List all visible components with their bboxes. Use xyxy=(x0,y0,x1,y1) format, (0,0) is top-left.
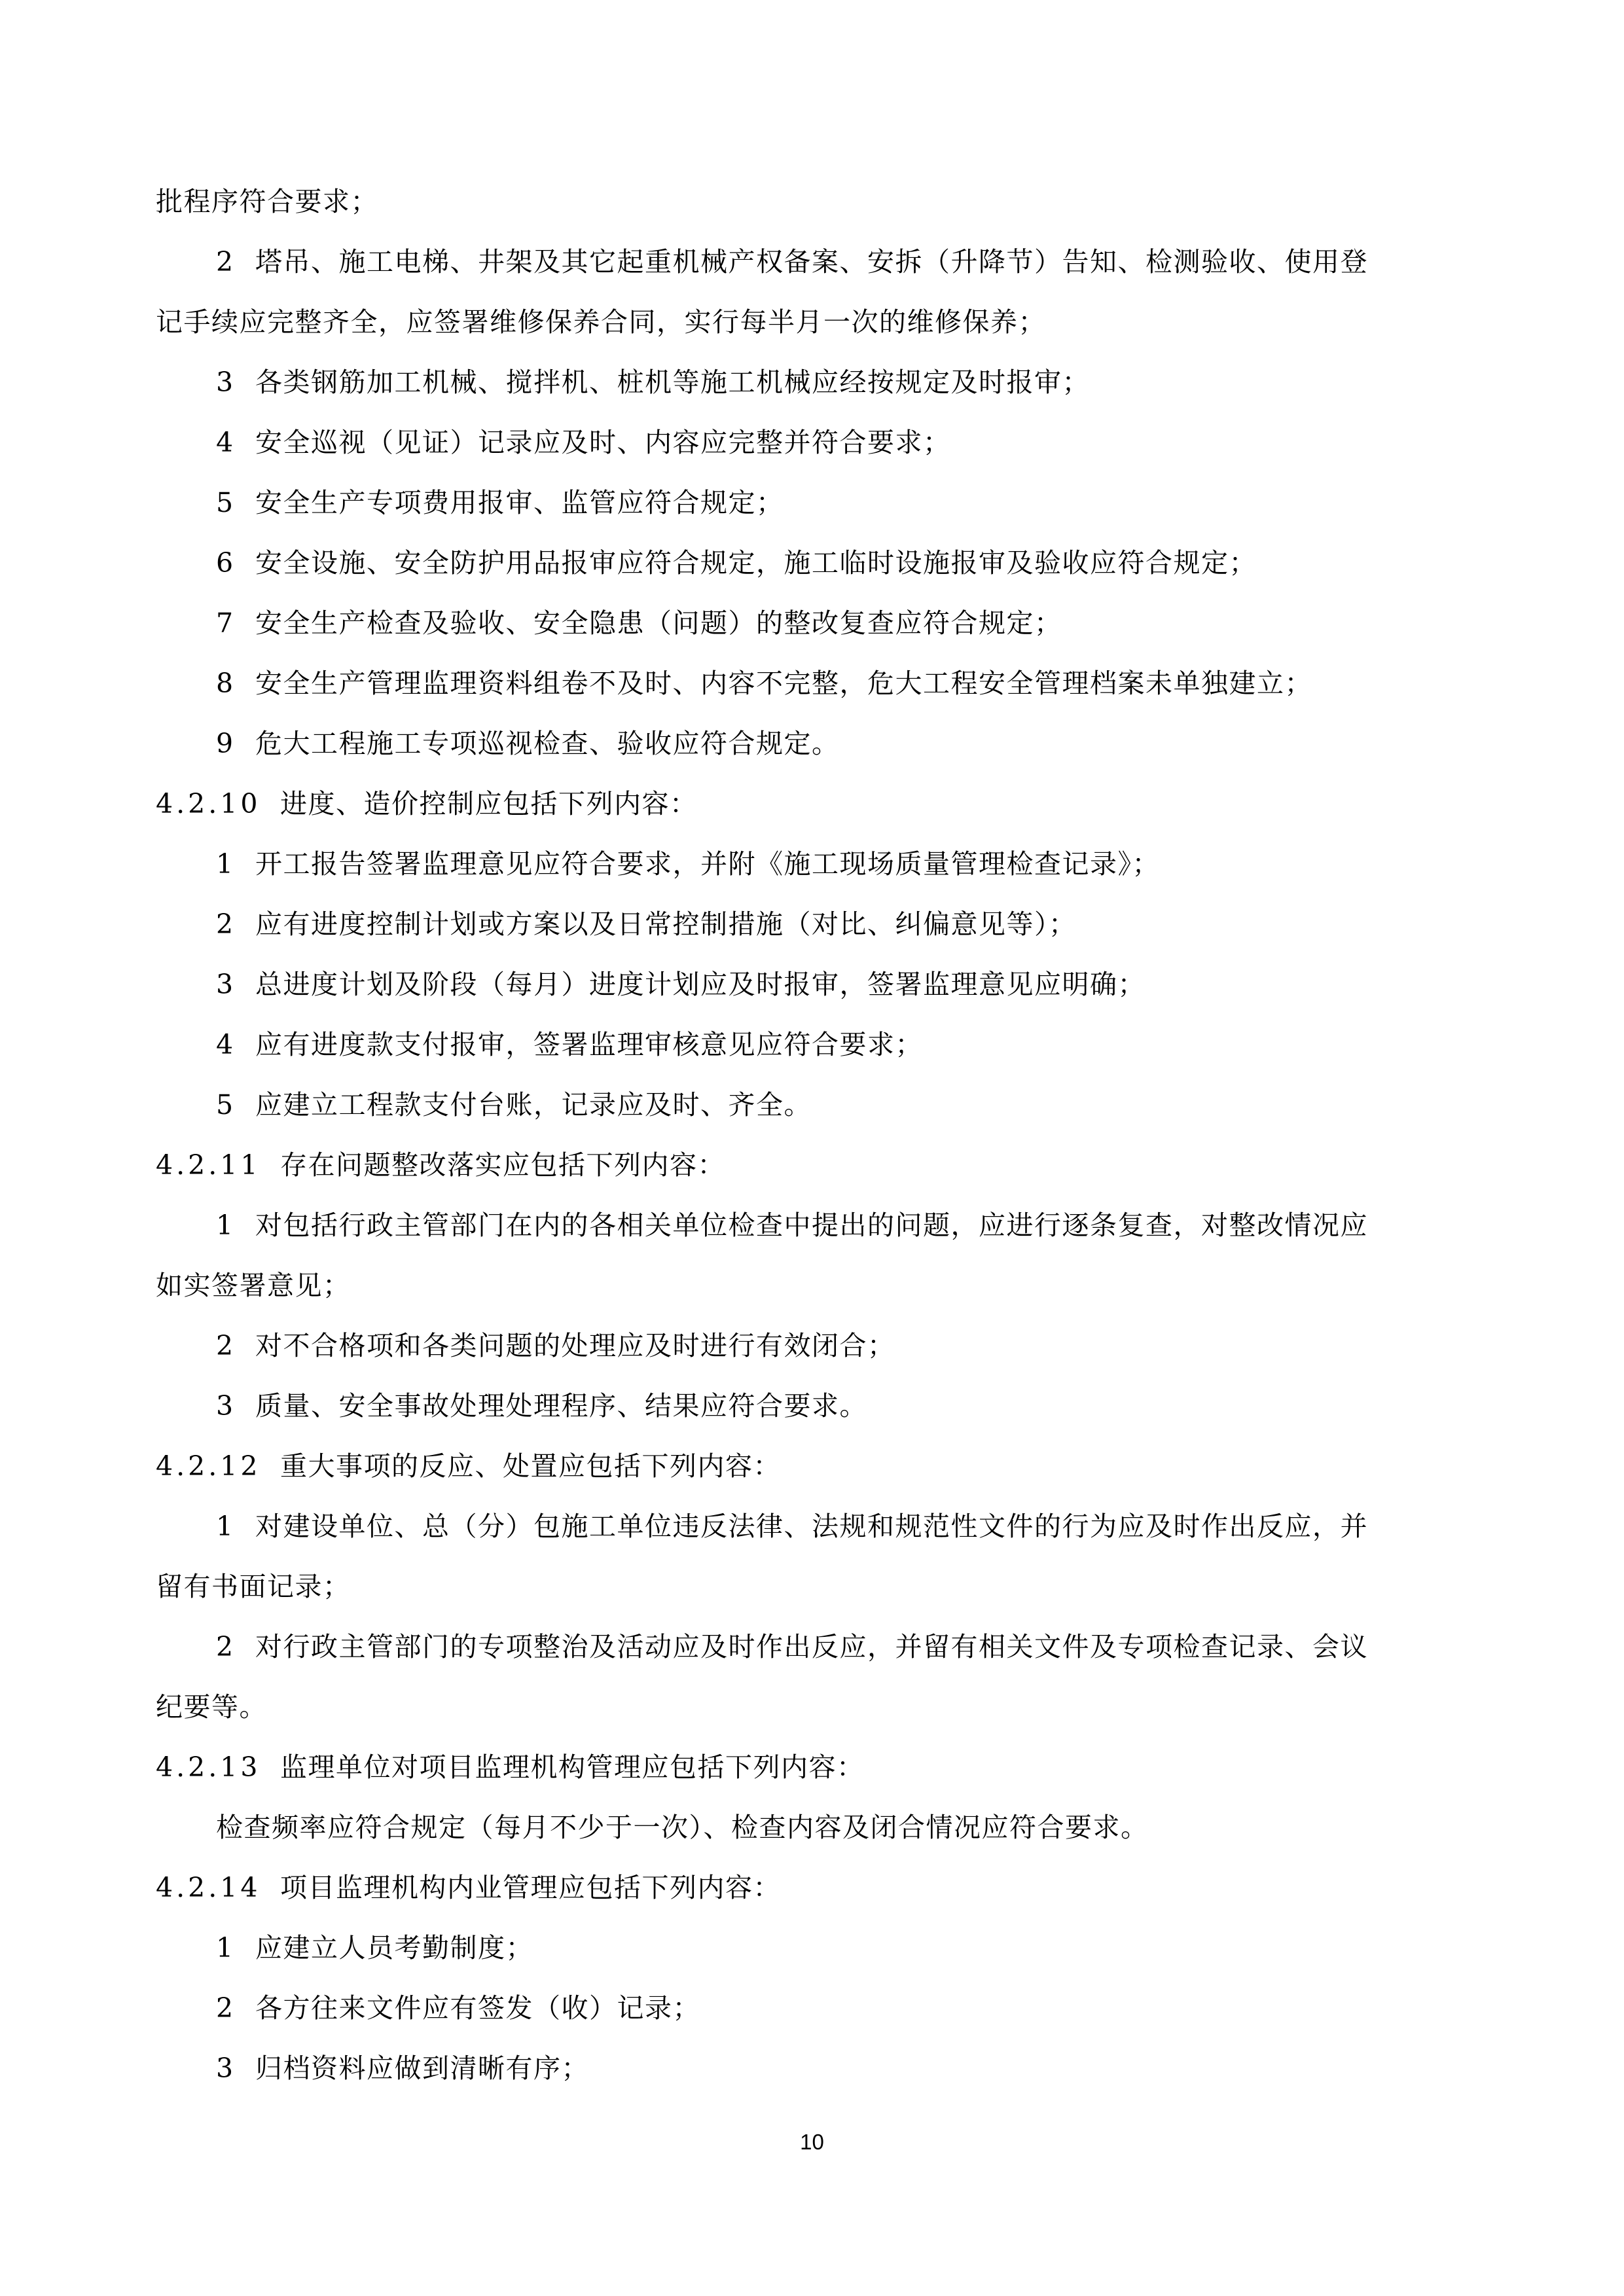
list-item xyxy=(156,412,1468,473)
list-item xyxy=(156,713,1468,774)
list-item xyxy=(156,1376,1468,1436)
list-item xyxy=(156,1014,1468,1075)
section-heading xyxy=(156,1436,1468,1496)
list-item xyxy=(156,533,1468,593)
list-item xyxy=(156,834,1468,894)
section-heading xyxy=(156,1857,1468,1918)
text-line xyxy=(156,1797,1468,1857)
item-number: 1 xyxy=(216,848,234,880)
line-text: 安全设施、安全防护用品报审应符合规定，施工临时设施报审及验收应符合规定； xyxy=(255,547,1257,579)
section-number: 4.2.12 xyxy=(156,1450,261,1482)
item-number: 6 xyxy=(216,547,234,579)
item-number: 2 xyxy=(216,246,234,278)
line-text: 批程序符合要求； xyxy=(156,186,378,217)
list-item xyxy=(156,232,1468,292)
list-item xyxy=(156,1918,1468,1978)
line-text: 对建设单位、总（分）包施工单位违反法律、法规和规范性文件的行为应及时作出反应，并 xyxy=(255,1511,1368,1542)
line-text: 重大事项的反应、处置应包括下列内容： xyxy=(280,1450,781,1482)
line-text: 安全生产管理监理资料组卷不及时、内容不完整，危大工程安全管理档案未单独建立； xyxy=(255,668,1312,699)
item-number: 4 xyxy=(216,427,234,458)
line-text: 对行政主管部门的专项整治及活动应及时作出反应，并留有相关文件及专项检查记录、会议 xyxy=(255,1631,1368,1662)
section-number: 4.2.10 xyxy=(156,788,261,819)
section-heading xyxy=(156,1737,1468,1797)
line-text: 检查频率应符合规定（每月不少于一次）、检查内容及闭合情况应符合要求。 xyxy=(216,1812,1149,1843)
list-item xyxy=(156,2038,1468,2098)
list-item xyxy=(156,1496,1468,1556)
item-number: 3 xyxy=(216,969,234,1000)
item-number: 5 xyxy=(216,1089,234,1121)
item-number: 1 xyxy=(216,1932,234,1964)
line-text: 存在问题整改落实应包括下列内容： xyxy=(280,1149,725,1181)
line-text: 对包括行政主管部门在内的各相关单位检查中提出的问题，应进行逐条复查，对整改情况应 xyxy=(255,1210,1368,1241)
page-body xyxy=(156,171,1468,2098)
list-item xyxy=(156,1075,1468,1135)
text-line xyxy=(156,1677,1468,1737)
line-text: 留有书面记录； xyxy=(156,1571,351,1602)
line-text: 开工报告签署监理意见应符合要求，并附《施工现场质量管理检查记录》； xyxy=(255,848,1160,880)
item-number: 8 xyxy=(216,668,234,699)
text-line xyxy=(156,171,1468,232)
item-number: 1 xyxy=(216,1511,234,1542)
text-line xyxy=(156,292,1468,352)
item-number: 3 xyxy=(216,2053,234,2084)
list-item xyxy=(156,1316,1468,1376)
list-item xyxy=(156,473,1468,533)
line-text: 安全生产专项费用报审、监管应符合规定； xyxy=(255,487,784,518)
section-heading xyxy=(156,774,1468,834)
list-item xyxy=(156,653,1468,713)
item-number: 2 xyxy=(216,1330,234,1361)
line-text: 对不合格项和各类问题的处理应及时进行有效闭合； xyxy=(255,1330,895,1361)
line-text: 应有进度款支付报审，签署监理审核意见应符合要求； xyxy=(255,1029,923,1060)
line-text: 记手续应完整齐全，应签署维修保养合同，实行每半月一次的维修保养； xyxy=(156,306,1046,338)
line-text: 应建立工程款支付台账，记录应及时、齐全。 xyxy=(255,1089,812,1121)
item-number: 5 xyxy=(216,487,234,518)
line-text: 应建立人员考勤制度； xyxy=(255,1932,533,1964)
item-number: 4 xyxy=(216,1029,234,1060)
line-text: 各方往来文件应有签发（收）记录； xyxy=(255,1992,700,2024)
page-number: 10 xyxy=(800,2130,824,2154)
item-number: 1 xyxy=(216,1210,234,1241)
line-text: 塔吊、施工电梯、井架及其它起重机械产权备案、安拆（升降节）告知、检测验收、使用登 xyxy=(255,246,1368,278)
item-number: 9 xyxy=(216,728,234,759)
section-number: 4.2.13 xyxy=(156,1751,261,1783)
item-number: 2 xyxy=(216,1992,234,2024)
text-line xyxy=(156,1556,1468,1617)
item-number: 2 xyxy=(216,908,234,940)
line-text: 项目监理机构内业管理应包括下列内容： xyxy=(280,1872,781,1903)
list-item xyxy=(156,894,1468,954)
line-text: 总进度计划及阶段（每月）进度计划应及时报审，签署监理意见应明确； xyxy=(255,969,1146,1000)
item-number: 2 xyxy=(216,1631,234,1662)
line-text: 危大工程施工专项巡视检查、验收应符合规定。 xyxy=(255,728,840,759)
line-text: 质量、安全事故处理处理程序、结果应符合要求。 xyxy=(255,1390,867,1422)
line-text: 归档资料应做到清晰有序； xyxy=(255,2053,589,2084)
list-item xyxy=(156,1617,1468,1677)
section-number: 4.2.14 xyxy=(156,1872,261,1903)
list-item xyxy=(156,954,1468,1014)
line-text: 安全巡视（见证）记录应及时、内容应完整并符合要求； xyxy=(255,427,951,458)
item-number: 3 xyxy=(216,1390,234,1422)
line-text: 安全生产检查及验收、安全隐患（问题）的整改复查应符合规定； xyxy=(255,607,1062,639)
line-text: 进度、造价控制应包括下列内容： xyxy=(280,788,698,819)
text-line xyxy=(156,1255,1468,1316)
line-text: 纪要等。 xyxy=(156,1691,267,1723)
line-text: 如实签署意见； xyxy=(156,1270,351,1301)
line-text: 应有进度控制计划或方案以及日常控制措施（对比、纠偏意见等）； xyxy=(255,908,1077,940)
list-item xyxy=(156,1195,1468,1255)
list-item xyxy=(156,593,1468,653)
line-text: 监理单位对项目监理机构管理应包括下列内容： xyxy=(280,1751,865,1783)
section-number: 4.2.11 xyxy=(156,1149,261,1181)
list-item xyxy=(156,352,1468,412)
item-number: 7 xyxy=(216,607,234,639)
line-text: 各类钢筋加工机械、搅拌机、桩机等施工机械应经按规定及时报审； xyxy=(255,367,1090,398)
section-heading xyxy=(156,1135,1468,1195)
list-item xyxy=(156,1978,1468,2038)
item-number: 3 xyxy=(216,367,234,398)
